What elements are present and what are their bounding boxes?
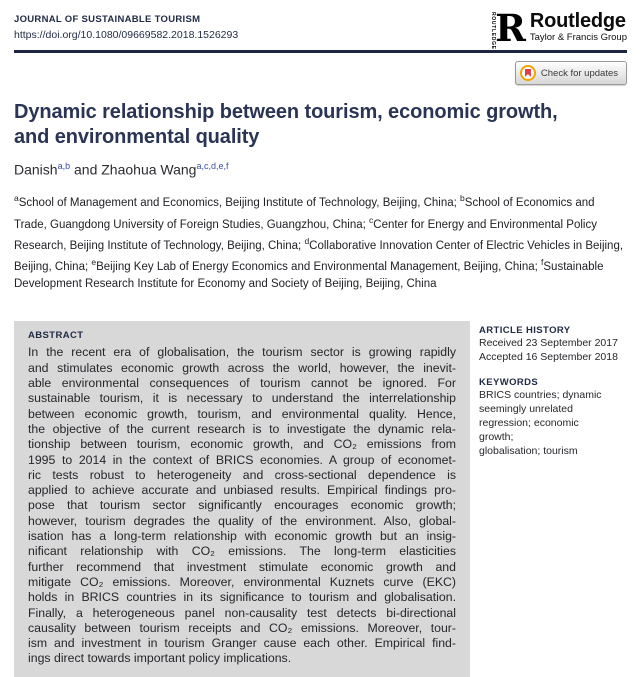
affiliations [14,191,628,293]
abstract-line: ings direct towards important policy implications. [28,651,292,666]
affiliation-segment: $^a$School of Management and Economics, Beijing Institute of Technology, Beijing, China; [14,193,461,210]
affiliation-segment: $^e$Beijing Key Lab of Energy Economics and Environmental Management, Beijing, China; [91,257,542,274]
keywords-lines [479,388,622,458]
author-1-affiliation-sup: a,b [57,161,71,171]
abstract-line: nificant relationship with CO₂ emissions. The long-term elasticities [28,544,456,559]
keywords-line: seemingly unrelated [479,403,573,416]
abstract-text [28,345,456,666]
affiliation-segment: $^f$Sustainable Development Research Institute for Economy and Society of Beijing, Beijing, China [14,257,604,290]
author-1-name: Danish [14,161,58,178]
article-history-block [479,325,622,364]
check-for-updates-button[interactable] [515,61,627,85]
abstract-line: the objective of the current research is to investigate the dynamic rela- [28,421,456,436]
abstract-line: however, tourism degrades the quality of the environment. Also, global- [28,513,456,528]
article-history-line: Received 23 September 2017 [479,337,618,350]
abstract-line: tionship between tourism, economic growth, and CO₂ emissions from [28,437,456,452]
keywords-heading: KEYWORDS [479,377,539,389]
abstract-line: Finally, a heterogeneous panel non-causality test detects bi-directional [28,605,456,620]
abstract-line: causality between tourism receipts and CO₂ emissions. Moreover, tour- [28,620,456,635]
author-2-affiliation-sup: a,c,d,e,f [196,161,229,171]
abstract-line: able environmental consequences of tourism cannot be ignored. For [28,376,456,391]
crossmark-flag-icon [525,69,531,77]
abstract-line: sustainable tourism, it is necessary to understand the interrelationship [28,391,456,406]
abstract-line: applied to achieve accurate and unbiased results. Empirical findings pro- [28,483,456,498]
article-history-lines [479,336,622,364]
routledge-wordmark: Routledge [529,10,626,32]
author-line [14,161,627,178]
taylor-francis-tagline: Taylor & Francis Group [529,32,627,43]
keywords-block [479,377,622,458]
journal-name: JOURNAL OF SUSTAINABLE TOURISM [14,14,201,25]
article-front-matter [14,100,627,677]
affiliation-segment: $^d$Collaborative Innovation Center of Electric Vehicles in Beijing, Beijing, China; [14,236,624,274]
masthead [14,8,627,85]
keywords-line: BRICS countries; dynamic [479,389,602,402]
abstract-line: further recommend that investment stimulate economic growth and [28,559,456,574]
article-title-line1: Dynamic relationship between tourism, economic growth, [14,101,558,123]
abstract-line: isation has a long-term relationship with economic growth but an insig- [28,529,456,544]
routledge-vertical-text: ROUTLEDGE [490,12,497,50]
abstract-line: mitigate CO₂ emissions. Moreover, environmental Kuznets curve (EKC) [28,574,456,589]
article-title [14,100,627,150]
abstract-line: and stimulates economic growth across the world, however, the inevit- [28,360,456,375]
abstract-line: ric tests robust to heterogeneity and cross-sectional dependence is [28,467,456,482]
article-history-heading: ARTICLE HISTORY [479,325,571,337]
abstract-line: ism and investment in tourism Granger cause each other. Empirical find- [28,636,456,651]
author-2-name: Zhaohua Wang [101,161,197,178]
check-for-updates-label: Check for updates [540,67,618,79]
keywords-line: growth; [479,431,514,444]
abstract-line: between economic growth, tourism, and environmental quality. Hence, [28,406,456,421]
routledge-logo [490,6,627,50]
abstract-line: pose that tourism sector significantly encourages economic growth; [28,498,456,513]
affiliation-segment: $^c$Center for Energy and Environmental Policy Research, Beijing Institute of Technology, Beijing, China; [14,214,597,253]
article-history-line: Accepted 16 September 2018 [479,351,618,364]
doi-link[interactable]: https://doi.org/10.1080/09669582.2018.1526293 [14,29,239,41]
crossmark-icon [520,65,536,81]
keywords-line: globalisation; tourism [479,445,578,458]
author-connector: and [70,161,102,178]
abstract-section [14,321,470,677]
abstract-line: In the recent era of globalisation, the tourism sector is growing rapidly [28,345,456,360]
affiliation-segment: $^b$School of Economics and Trade, Guangdong University of Foreign Studies, Guangzhou, China; [14,193,595,231]
article-meta-sidebar [470,321,622,677]
abstract-heading: ABSTRACT [28,330,84,342]
keywords-line: regression; economic [479,417,579,430]
abstract-line: holds in BRICS countries in its significance to tourism and globalisation. [28,590,456,605]
abstract-line: 1995 to 2014 in the context of BRICS economies. A group of economet- [28,452,456,467]
routledge-r-icon: R [495,6,525,50]
header-divider [14,50,627,53]
article-title-line2: and environmental quality [14,126,260,148]
